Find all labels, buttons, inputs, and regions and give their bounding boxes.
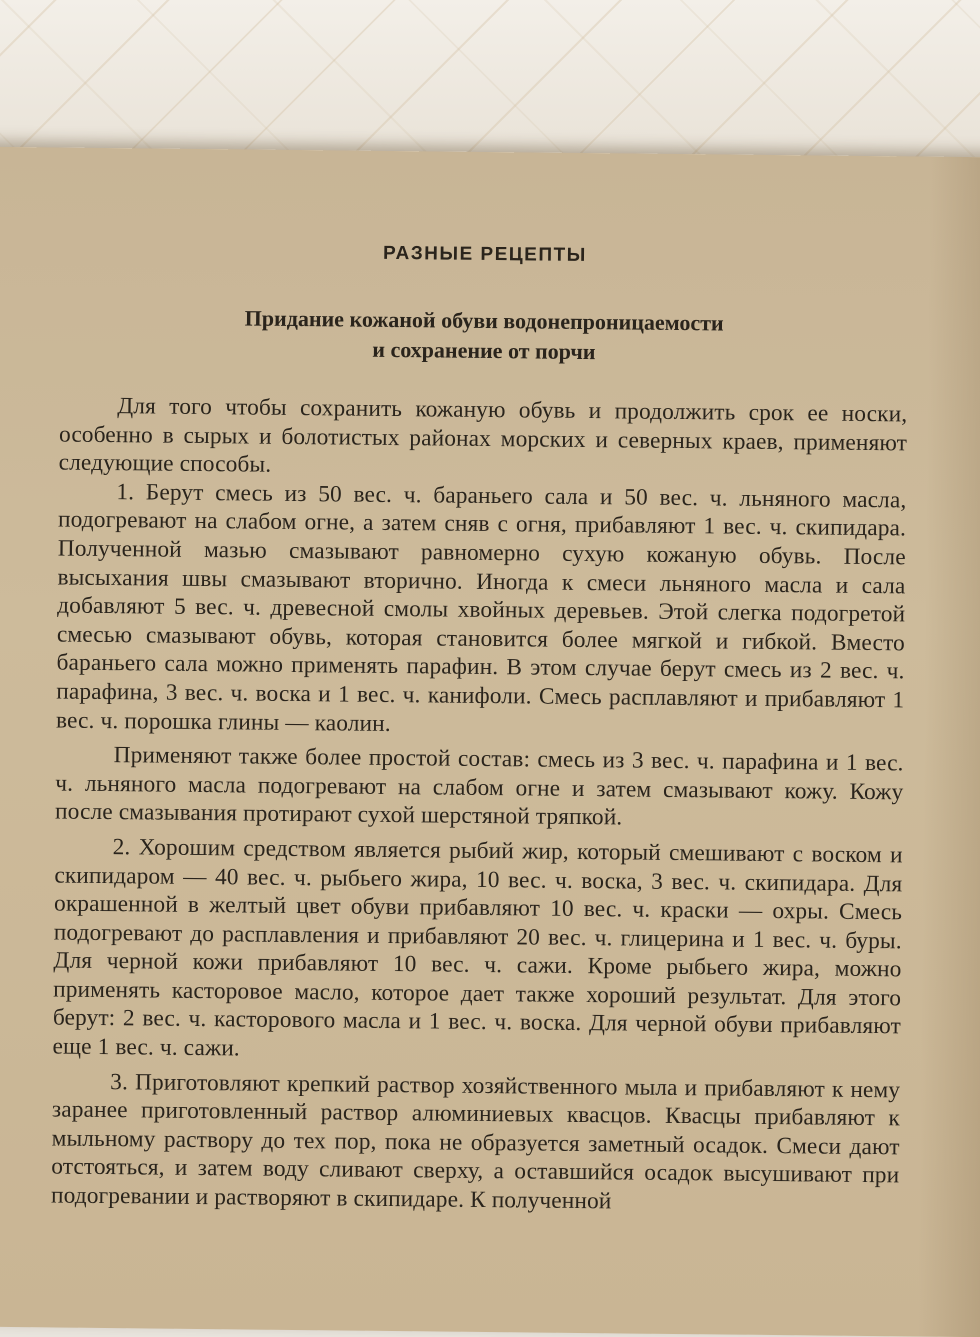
paragraph-recipe-3: 3. Приготовляют крепкий раствор хозяйственного мыла и прибавляют к нему заранее приготовленный раствор алюминиевых квасцов. Квасцы прибавляют к мыльному раствору до тех пор, пока не образуется заметный осадок. Смеси дают отстояться, и затем воду сливают сверху, а оставшийся осадок высушивают при подогревании и растворяют в скипидаре. К полученной [50,1068,901,1215]
article-title-line-1: Придание кожаной обуви водонепроницаемости [244,305,724,336]
paragraph-recipe-1: 1. Берут смесь из 50 вес. ч. бараньего сала и 50 вес. ч. льняного масла, подогревают на слабом огне, а затем сняв с огня, прибавляют 1 вес. ч. скипидара. Полученной мазью смазывают равномерно сухую кожаную обувь. После высыхания швы смазывают вторично. Иногда к смеси льняного масла и сала добавляют 5 вес. ч. древесной смолы хвойных деревьев. Этой слегка подогретой смесью смазывают обувь, которая становится более мягкой и гибкой. Вместо бараньего сала можно применять парафин. В этом случае берут смесь из 2 вес. ч. парафина, 3 вес. ч. воска и 1 вес. ч. канифоли. Смесь расплавляют и прибавляют 1 вес. ч. порошка глины — каолин. [55,478,907,737]
article-title [60,302,909,371]
page-content [51,240,909,1219]
article-title-line-2: и сохранение от порчи [372,336,596,365]
book-page [0,147,980,1337]
paragraph-recipe-2: 2. Хорошим средством является рыбий жир, который смешивают с воском и скипидаром — 40 вес. ч. рыбьего жира, 10 вес. ч. воска, 3 вес. ч. скипидара. Для окрашенной в желтый цвет обуви прибавляют 10 вес. ч. краски — охры. Смесь подогревают до расплавления и прибавляют 20 вес. ч. глицерина и 1 вес. ч. буры. Для черной кожи прибавляют 10 вес. ч. сажи. Кроме рыбьего жира, можно применять касторовое масло, которое дает также хороший результат. Для этого берут: 2 вес. ч. касторового масла и 1 вес. ч. воска. Для черной обуви прибавляют еще 1 вес. ч. сажи. [52,833,903,1062]
section-title: РАЗНЫЕ РЕЦЕПТЫ [382,242,587,267]
paragraph-intro: Для того чтобы сохранить кожаную обувь и продолжить срок ее носки, особенно в сырых и болотистых районах морских и северных краев, применяют следующие способы. [58,393,908,478]
paragraph-recipe-1-alt: Применяют также более простой состав: смесь из 3 вес. ч. парафина и 1 вес. ч. льняного масла подогревают на слабом огне и затем смазывают кожу. Кожу после смазывания протирают сухой шерстяной тряпкой. [54,742,904,831]
